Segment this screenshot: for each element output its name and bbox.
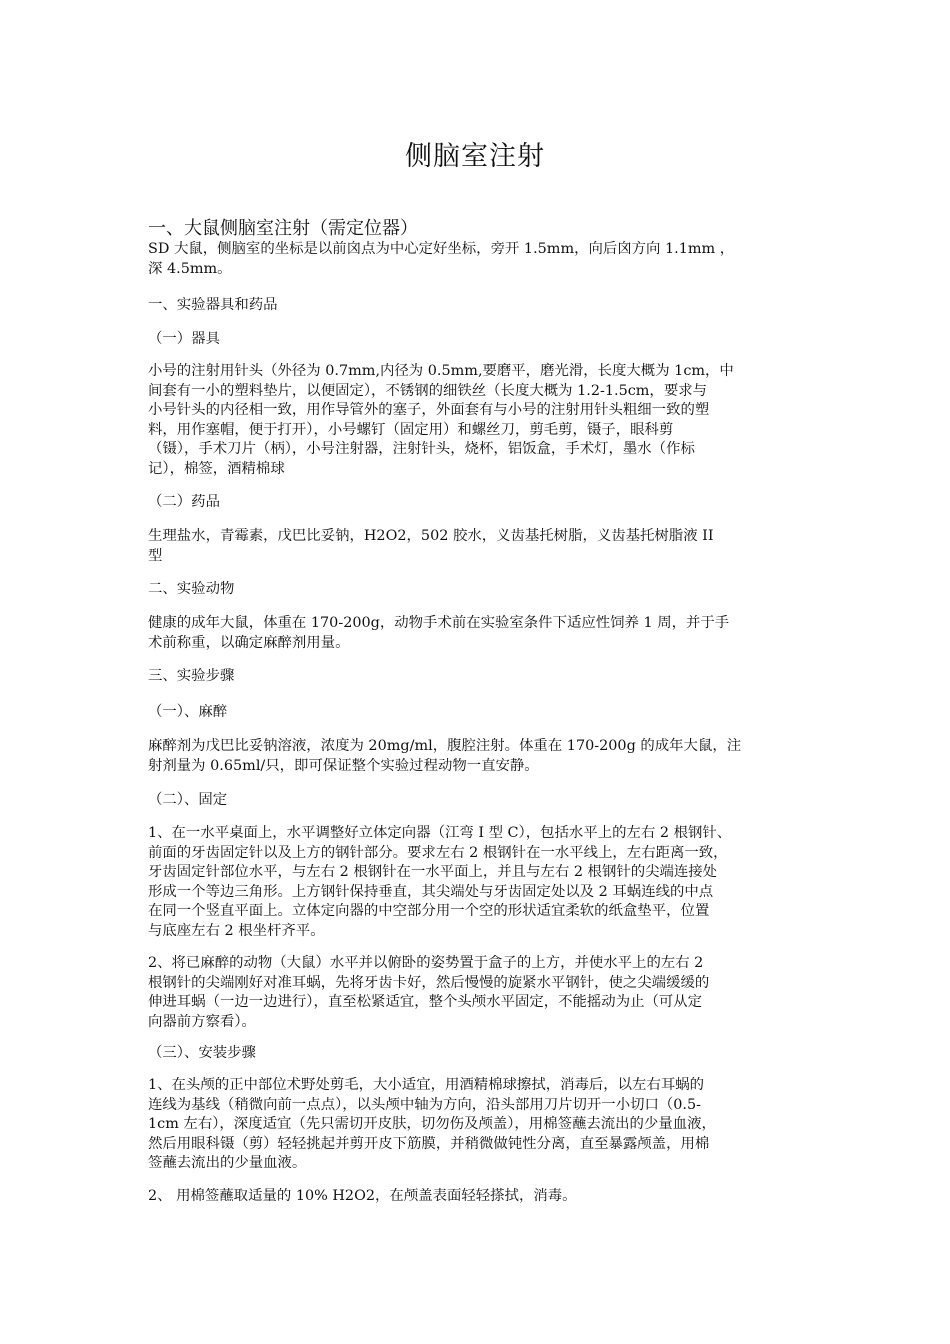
anesthesia-paragraph: 麻醉剂为戊巴比妥钠溶液，浓度为 20mg/ml，腹腔注射。体重在 170-200g 的成年大鼠，注 射剂量为 0.65ml/只，即可保证整个实验过程动物一直安静。	[148, 738, 742, 774]
subsection-heading-fixation: （二）、固定	[148, 792, 228, 808]
animals-paragraph: 健康的成年大鼠，体重在 170-200g，动物手术前在实验室条件下适应性饲养 1 周，并于手 术前称重，以确定麻醉剂用量。	[148, 615, 730, 651]
equipment-paragraph: 小号的注射用针头（外径为 0.7mm,内径为 0.5mm,要磨平，磨光滑，长度大概为 1cm，中 间套有一小的塑料垫片，以便固定），不锈钢的细铁丝（长度大概为 1.2-1.5cm，要求与 小号针头的内径相一致，用作导管外的塞子，外面套有与小号的注射用针头粗细一致的塑 料，用作塞帽，便于打开），小号螺钉（固定用）和螺丝刀，剪毛剪，镊子，眼科剪 （镊），手术刀片（柄），小号注射器，注射针头，烧杯，铝饭盒，手术灯，墨水（作标 记），棉签，酒精棉球	[148, 363, 734, 477]
install-paragraph-2: 2、 用棉签蘸取适量的 10% H2O2，在颅盖表面轻轻搽拭，消毒。	[148, 1188, 577, 1204]
section-heading-animals: 二、实验动物	[148, 581, 235, 597]
intro-paragraph: SD 大鼠，侧脑室的坐标是以前囟点为中心定好坐标，旁开 1.5mm，向后囟方向 1.1mm ， 深 4.5mm。	[148, 241, 735, 277]
subsection-heading-equipment: （一）器具	[148, 331, 220, 347]
subsection-heading-install: （三）、安装步骤	[148, 1045, 256, 1061]
fixation-paragraph-1: 1、在一水平桌面上，水平调整好立体定向器（江弯 I 型 C），包括水平上的左右 2 根钢针、 前面的牙齿固定针以及上方的钢针部分。要求左右 2 根钢针在一水平线上，左右距离一致， 牙齿固定针部位水平，与左右 2 根钢针在一水平面上，并且与左右 2 根钢针的尖端连接处 形成一个等边三角形。上方钢针保持垂直，其尖端处与牙齿固定处以及 2 耳蜗连线的中点 在同一个竖直平面上。立体定向器的中空部分用一个空的形状适宜柔软的纸盒垫平，位置 与底座左右 2 根坐杆齐平。	[148, 825, 732, 939]
main-heading: 一、大鼠侧脑室注射（需定位器）	[148, 218, 418, 239]
section-heading-steps: 三、实验步骤	[148, 668, 235, 684]
subsection-heading-drugs: （二）药品	[148, 494, 220, 510]
drugs-paragraph: 生理盐水，青霉素，戊巴比妥钠，H2O2，502 胶水，义齿基托树脂，义齿基托树脂液 II 型	[148, 528, 714, 564]
section-heading-equipment-drugs: 一、实验器具和药品	[148, 297, 278, 313]
document-title: 侧脑室注射	[405, 141, 545, 172]
subsection-heading-anesthesia: （一）、麻醉	[148, 704, 228, 720]
install-paragraph-1: 1、在头颅的正中部位术野处剪毛，大小适宜，用酒精棉球擦拭，消毒后，以左右耳蜗的 连线为基线（稍微向前一点点），以头颅中轴为方向，沿头部用刀片切开一小切口（0.5- 1cm 左右），深度适宜（先只需切开皮肤，切勿伤及颅盖），用棉签蘸去流出的少量血液， 然后用眼科镊（剪）轻轻挑起并剪开皮下筋膜，并稍微做钝性分离，直至暴露颅盖，用棉 签蘸去流出的少量血液。	[148, 1077, 716, 1172]
fixation-paragraph-2: 2、将已麻醉的动物（大鼠）水平并以俯卧的姿势置于盒子的上方，并使水平上的左右 2 根钢针的尖端刚好对准耳蜗，先将牙齿卡好，然后慢慢的旋紧水平钢针，使之尖端缓缓的 伸进耳蜗（一边一边进行），直至松紧适宜，整个头颅水平固定，不能摇动为止（可从定 向器前方察看）。	[148, 955, 710, 1030]
